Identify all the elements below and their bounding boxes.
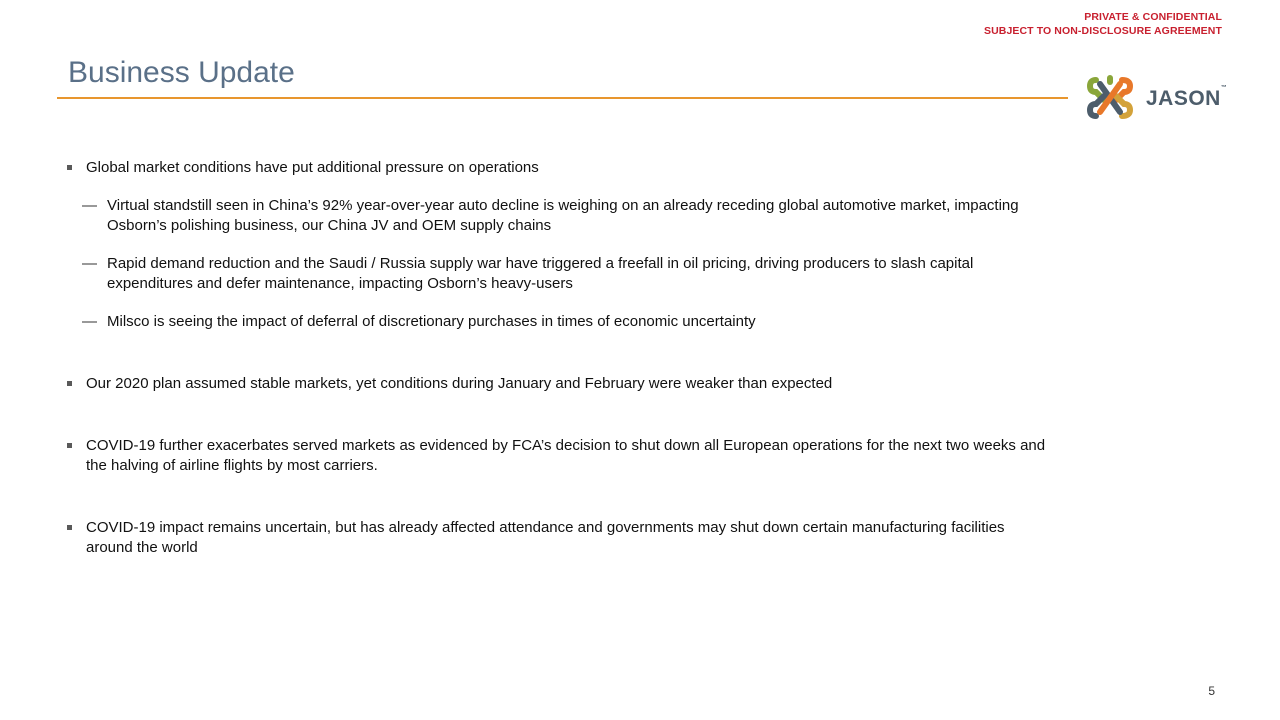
bullet-text: COVID-19 impact remains uncertain, but has already affected attendance and governments may shut down certain manufacturing facilities around the world (86, 519, 1005, 556)
bullet-text: Our 2020 plan assumed stable markets, yet conditions during January and February were weaker than expected (86, 375, 833, 392)
bullet-item (66, 158, 1046, 178)
sub-bullet-item (66, 254, 1046, 294)
sub-bullet-text: Virtual standstill seen in China’s 92% year-over-year auto decline is weighing on an already receding global automotive market, impacting Osborn’s polishing business, our China JV and OEM supply chains (107, 197, 1019, 234)
sub-bullet-item (66, 196, 1046, 236)
trademark-symbol: ™ (1220, 85, 1228, 91)
square-bullet-icon (67, 381, 72, 386)
dash-bullet-icon: — (82, 255, 97, 272)
dash-bullet-icon: — (82, 197, 97, 214)
page-title: Business Update (68, 56, 295, 89)
bullet-text: Global market conditions have put additional pressure on operations (86, 159, 539, 176)
sub-bullet-item (66, 312, 1046, 332)
dash-bullet-icon: — (82, 313, 97, 330)
bullet-item (66, 374, 1046, 394)
bullet-item (66, 436, 1046, 476)
square-bullet-icon (67, 525, 72, 530)
bullet-list (66, 158, 1046, 558)
bullet-item (66, 518, 1046, 558)
bullet-text: COVID-19 further exacerbates served markets as evidenced by FCA’s decision to shut down all European operations for the next two weeks and the halving of airline flights by most carriers. (86, 437, 1046, 474)
jason-logo (1086, 72, 1226, 124)
jason-logo-mark-icon (1086, 72, 1140, 124)
title-divider (57, 97, 1068, 99)
confidential-line-1: PRIVATE & CONFIDENTIAL (1084, 11, 1222, 23)
sub-bullet-text: Rapid demand reduction and the Saudi / Russia supply war have triggered a freefall in oil pricing, driving producers to slash capital expenditures and defer maintenance, impacting Osborn’s heavy-users (107, 255, 974, 292)
logo-wordmark (1146, 87, 1227, 111)
square-bullet-icon (67, 165, 72, 170)
sub-bullet-text: Milsco is seeing the impact of deferral of discretionary purchases in times of economic uncertainty (107, 313, 756, 330)
square-bullet-icon (67, 443, 72, 448)
confidential-line-2: SUBJECT TO NON-DISCLOSURE AGREEMENT (983, 25, 1222, 37)
confidentiality-notice (984, 10, 1222, 38)
page-number: 5 (1208, 684, 1215, 698)
logo-text: JASON (1146, 87, 1221, 110)
